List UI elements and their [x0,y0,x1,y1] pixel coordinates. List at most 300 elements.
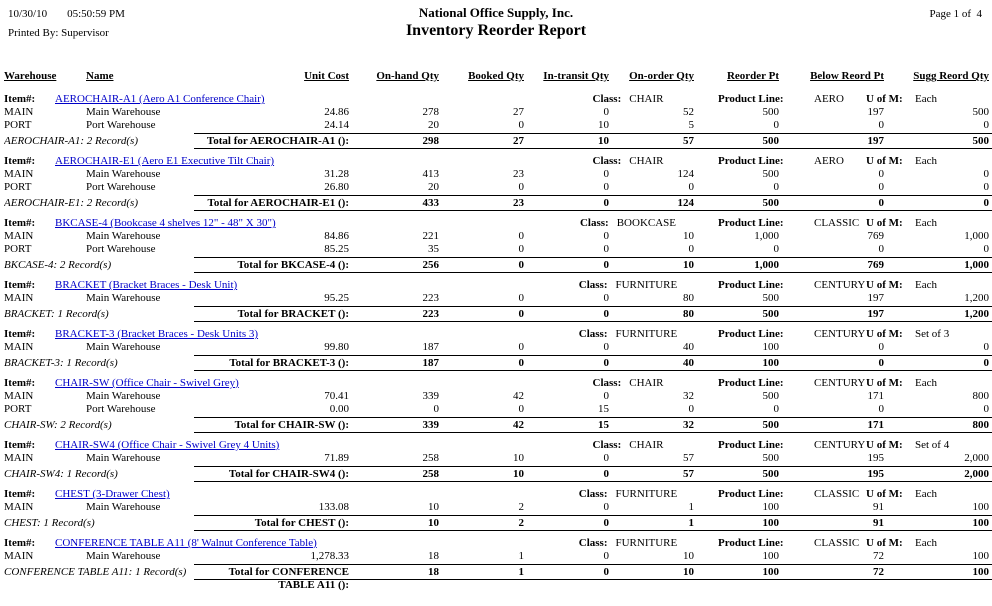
group-total-row [0,195,992,211]
item-link[interactable]: BRACKET (Bracket Braces - Desk Unit) [55,279,238,291]
total-value: 10 [428,517,439,529]
group-total-row [0,133,992,149]
class-field [548,488,708,501]
quantity-cell: 10 [598,119,609,131]
product-line-label: Product Line: [718,217,784,229]
total-value: 195 [867,468,884,480]
total-label: Total for AEROCHAIR-A1 (): [206,135,349,147]
unit-of-measure-label: U of M: [866,217,903,229]
quantity-cell: 0.00 [329,403,349,415]
total-value: 0 [603,259,609,271]
warehouse-code: MAIN [4,230,34,242]
quantity-cell: 85.25 [324,243,349,255]
item-number-label: Item#: [4,93,36,105]
item-header-row [0,537,992,550]
total-value: 10 [683,259,694,271]
total-value: 500 [972,135,989,147]
quantity-cell: 0 [603,341,609,353]
class-value: BOOKCASE [616,217,677,229]
total-value: 10 [683,566,694,578]
total-box [194,466,992,482]
total-value: 1 [518,566,524,578]
unit-of-measure-value: Each [915,155,937,167]
item-number-label: Item#: [4,537,36,549]
unit-of-measure-value: Each [915,377,937,389]
unit-of-measure-label: U of M: [866,537,903,549]
total-label: Total for CHEST (): [254,517,349,529]
total-value: 0 [878,197,884,209]
quantity-cell: 278 [422,106,439,118]
total-value: 171 [867,419,884,431]
column-header-name: Name [86,70,114,82]
warehouse-name: Main Warehouse [86,106,161,118]
column-header-in-transit-qty: In-transit Qty [543,70,609,82]
unit-of-measure-label: U of M: [866,439,903,451]
warehouse-name: Main Warehouse [86,341,161,353]
item-group [0,217,992,273]
total-value: 1,200 [964,308,989,320]
item-number-label: Item#: [4,217,36,229]
total-value: 10 [598,135,609,147]
item-link[interactable]: BRACKET-3 (Bracket Braces - Desk Units 3) [55,328,259,340]
total-value: 197 [867,308,884,320]
column-header-on-hand-qty: On-hand Qty [376,70,439,82]
item-number-label: Item#: [4,488,36,500]
total-value: 100 [762,566,779,578]
total-value: 23 [513,197,524,209]
class-field [548,537,708,550]
quantity-cell: 0 [603,181,609,193]
quantity-cell: 95.25 [324,292,349,304]
class-label: Class: [592,155,622,167]
warehouse-row [0,403,992,416]
total-value: 0 [518,308,524,320]
total-grid [194,418,992,432]
quantity-cell: 0 [603,243,609,255]
quantity-cell: 100 [762,341,779,353]
quantity-cell: 223 [422,292,439,304]
quantity-cell: 413 [422,168,439,180]
quantity-cell: 0 [603,452,609,464]
quantity-cell: 0 [603,390,609,402]
warehouse-row [0,181,992,194]
unit-of-measure-label: U of M: [866,155,903,167]
product-line-value: CLASSIC [814,217,860,229]
record-count: CHAIR-SW4: 1 Record(s) [4,468,118,480]
item-header-row [0,488,992,501]
total-box [194,195,992,211]
quantity-cell: 20 [428,181,439,193]
total-value: 223 [422,308,439,320]
quantity-cell: 10 [683,230,694,242]
group-total-row [0,466,992,482]
record-count: AEROCHAIR-A1: 2 Record(s) [4,135,138,147]
total-box [194,133,992,149]
quantity-cell: 1,000 [964,230,989,242]
total-value: 500 [762,468,779,480]
header-center [0,6,992,37]
quantity-cell: 71.89 [324,452,349,464]
warehouse-name: Port Warehouse [86,181,156,193]
total-label: Total for AEROCHAIR-E1 (): [207,197,349,209]
total-box [194,417,992,433]
total-value: 42 [513,419,524,431]
warehouse-code: MAIN [4,550,34,562]
quantity-cell: 10 [513,452,524,464]
item-link[interactable]: CHAIR-SW4 (Office Chair - Swivel Grey 4 Units) [55,439,280,451]
unit-of-measure-value: Set of 4 [915,439,950,451]
product-line-value: CENTURY [814,279,866,291]
class-label: Class: [578,537,608,549]
record-count: BKCASE-4: 2 Record(s) [4,259,112,271]
quantity-cell: 197 [867,292,884,304]
warehouse-name: Main Warehouse [86,230,161,242]
item-header-row [0,155,992,168]
item-link[interactable]: CHAIR-SW (Office Chair - Swivel Grey) [55,377,239,389]
item-link[interactable]: BKCASE-4 (Bookcase 4 shelves 12" - 48" X 30") [55,217,276,229]
item-number-label: Item#: [4,377,36,389]
quantity-cell: 26.80 [324,181,349,193]
report-title: Inventory Reorder Report [405,22,587,39]
total-value: 40 [683,357,694,369]
total-label: Total for CHAIR-SW4 (): [228,468,349,480]
quantity-cell: 221 [422,230,439,242]
total-grid [194,516,992,530]
quantity-cell: 23 [513,168,524,180]
quantity-cell: 20 [428,119,439,131]
warehouse-name: Port Warehouse [86,243,156,255]
quantity-cell: 1,200 [964,292,989,304]
print-date: 10/30/10 [8,8,48,20]
product-line-label: Product Line: [718,93,784,105]
total-value: 32 [683,419,694,431]
quantity-cell: 258 [422,452,439,464]
total-grid [194,134,992,148]
warehouse-row [0,390,992,403]
column-header-booked-qty: Booked Qty [468,70,524,82]
class-value: FURNITURE [615,328,678,340]
group-total-row [0,515,992,531]
unit-of-measure-label: U of M: [866,377,903,389]
class-field [548,279,708,292]
quantity-cell: 0 [518,181,524,193]
total-value: 500 [762,197,779,209]
total-label: Total for BKCASE-4 (): [237,259,349,271]
warehouse-row [0,243,992,256]
quantity-cell: 0 [878,403,884,415]
class-value: CHAIR [629,377,664,389]
total-value: 100 [972,566,989,578]
quantity-cell: 57 [683,452,694,464]
warehouse-code: MAIN [4,106,34,118]
item-number-label: Item#: [4,279,36,291]
total-label: Total for BRACKET (): [237,308,349,320]
total-value: 0 [603,517,609,529]
quantity-cell: 99.80 [324,341,349,353]
warehouse-name: Main Warehouse [86,452,161,464]
print-datetime [8,8,125,21]
quantity-cell: 0 [688,181,694,193]
total-value: 1 [688,517,694,529]
column-header-warehouse: Warehouse [4,70,57,82]
unit-of-measure-value: Each [915,217,937,229]
warehouse-row [0,452,992,465]
record-count: BRACKET: 1 Record(s) [4,308,109,320]
total-value: 91 [873,517,884,529]
quantity-cell: 0 [878,243,884,255]
total-value: 298 [422,135,439,147]
total-value: 57 [683,468,694,480]
product-line-value: AERO [814,155,844,167]
warehouse-row [0,119,992,132]
warehouse-code: MAIN [4,168,34,180]
column-header-sugg-reord-qty: Sugg Reord Qty [913,70,989,82]
quantity-cell: 769 [867,230,884,242]
item-number-label: Item#: [4,439,36,451]
quantity-cell: 70.41 [324,390,349,402]
warehouse-row [0,168,992,181]
record-count: BRACKET-3: 1 Record(s) [4,357,118,369]
item-link[interactable]: CONFERENCE TABLE A11 (8' Walnut Conference Table) [55,537,317,549]
item-link[interactable]: CHEST (3-Drawer Chest) [55,488,170,500]
total-box [194,257,992,273]
quantity-cell: 339 [422,390,439,402]
quantity-cell: 80 [683,292,694,304]
quantity-cell: 0 [983,119,989,131]
quantity-cell: 0 [983,168,989,180]
quantity-cell: 0 [773,403,779,415]
item-group [0,537,992,593]
quantity-cell: 500 [762,106,779,118]
total-box [194,564,992,593]
total-label: Total for CONFERENCE TABLE A11 (): [228,566,349,591]
total-value: 0 [518,357,524,369]
record-count: CHEST: 1 Record(s) [4,517,95,529]
group-total-row [0,417,992,433]
quantity-cell: 124 [677,168,694,180]
total-value: 2,000 [964,468,989,480]
total-value: 0 [983,197,989,209]
quantity-cell: 27 [513,106,524,118]
product-line-value: CENTURY [814,328,866,340]
unit-of-measure-label: U of M: [866,488,903,500]
class-label: Class: [578,279,608,291]
total-label: Total for CHAIR-SW (): [234,419,349,431]
product-line-label: Product Line: [718,377,784,389]
product-line-value: CLASSIC [814,537,860,549]
total-value: 800 [972,419,989,431]
total-grid [194,565,992,592]
quantity-cell: 0 [773,243,779,255]
total-value: 27 [513,135,524,147]
total-value: 15 [598,419,609,431]
unit-of-measure-value: Each [915,488,937,500]
total-grid [194,307,992,321]
quantity-cell: 100 [972,550,989,562]
quantity-cell: 100 [762,501,779,513]
column-header-reorder-pt: Reorder Pt [726,70,779,82]
quantity-cell: 500 [762,390,779,402]
total-value: 2 [518,517,524,529]
warehouse-code: PORT [4,119,32,131]
class-value: CHAIR [629,93,664,105]
total-value: 0 [603,468,609,480]
quantity-cell: 500 [972,106,989,118]
total-value: 0 [603,566,609,578]
quantity-cell: 0 [878,168,884,180]
class-label: Class: [592,93,622,105]
quantity-cell: 0 [603,230,609,242]
quantity-cell: 0 [518,243,524,255]
quantity-cell: 0 [518,230,524,242]
class-field [548,155,708,168]
total-value: 10 [513,468,524,480]
printed-by: Printed By: Supervisor [8,27,109,39]
total-value: 80 [683,308,694,320]
item-group [0,439,992,482]
item-header-row [0,328,992,341]
class-value: FURNITURE [615,537,678,549]
quantity-cell: 1 [688,501,694,513]
total-value: 0 [878,357,884,369]
quantity-cell: 171 [867,390,884,402]
record-count: CHAIR-SW: 2 Record(s) [4,419,112,431]
item-link[interactable]: AEROCHAIR-A1 (Aero A1 Conference Chair) [55,93,265,105]
quantity-cell: 0 [518,119,524,131]
quantity-cell: 0 [518,292,524,304]
quantity-cell: 24.86 [324,106,349,118]
item-link[interactable]: AEROCHAIR-E1 (Aero E1 Executive Tilt Chair) [55,155,275,167]
class-field [548,377,708,390]
warehouse-code: PORT [4,403,32,415]
product-line-value: CENTURY [814,439,866,451]
unit-of-measure-label: U of M: [866,328,903,340]
warehouse-code: MAIN [4,292,34,304]
total-value: 197 [867,135,884,147]
total-value: 0 [603,357,609,369]
quantity-cell: 500 [762,292,779,304]
column-header-below-reord-pt: Below Reord Pt [810,70,884,82]
total-value: 0 [518,259,524,271]
quantity-cell: 10 [428,501,439,513]
product-line-value: AERO [814,93,844,105]
product-line-value: CENTURY [814,377,866,389]
class-value: CHAIR [629,439,664,451]
warehouse-code: PORT [4,243,32,255]
quantity-cell: 2,000 [964,452,989,464]
total-box [194,355,992,371]
unit-of-measure-value: Each [915,279,937,291]
warehouse-code: MAIN [4,452,34,464]
report-body [0,93,992,593]
product-line-label: Product Line: [718,279,784,291]
class-label: Class: [592,439,622,451]
quantity-cell: 1,278.33 [310,550,349,562]
quantity-cell: 0 [603,292,609,304]
column-header-unit-cost: Unit Cost [304,70,349,82]
quantity-cell: 31.28 [324,168,349,180]
class-field [548,328,708,341]
class-value: FURNITURE [615,488,678,500]
total-grid [194,356,992,370]
quantity-cell: 0 [688,403,694,415]
total-value: 258 [422,468,439,480]
item-group [0,488,992,531]
quantity-cell: 133.08 [318,501,349,513]
class-label: Class: [579,217,609,229]
report-header [0,0,992,70]
total-value: 100 [972,517,989,529]
group-total-row [0,306,992,322]
warehouse-name: Port Warehouse [86,119,156,131]
class-label: Class: [578,328,608,340]
warehouse-row [0,230,992,243]
quantity-cell: 15 [598,403,609,415]
print-time: 05:50:59 PM [67,8,125,20]
unit-of-measure-label: U of M: [866,279,903,291]
record-count: CONFERENCE TABLE A11: 1 Record(s) [4,566,187,578]
total-value: 124 [677,197,694,209]
item-number-label: Item#: [4,328,36,340]
total-value: 1,000 [964,259,989,271]
total-value: 256 [422,259,439,271]
class-field [548,93,708,106]
warehouse-name: Main Warehouse [86,168,161,180]
unit-of-measure-label: U of M: [866,93,903,105]
quantity-cell: 1,000 [754,230,779,242]
total-value: 0 [603,308,609,320]
product-line-label: Product Line: [718,155,784,167]
item-group [0,328,992,371]
warehouse-code: MAIN [4,390,34,402]
total-label: Total for BRACKET-3 (): [229,357,349,369]
total-value: 500 [762,308,779,320]
total-value: 1,000 [754,259,779,271]
warehouse-name: Main Warehouse [86,390,161,402]
total-value: 57 [683,135,694,147]
warehouse-code: PORT [4,181,32,193]
class-label: Class: [578,488,608,500]
quantity-cell: 52 [683,106,694,118]
total-value: 72 [873,566,884,578]
total-value: 18 [428,566,439,578]
warehouse-row [0,550,992,563]
total-box [194,306,992,322]
class-field [548,439,708,452]
quantity-cell: 100 [762,550,779,562]
company-name: National Office Supply, Inc. [418,5,574,20]
warehouse-code: MAIN [4,341,34,353]
warehouse-name: Main Warehouse [86,550,161,562]
warehouse-code: MAIN [4,501,34,513]
item-header-row [0,279,992,292]
quantity-cell: 197 [867,106,884,118]
quantity-cell: 0 [603,550,609,562]
total-value: 339 [422,419,439,431]
unit-of-measure-value: Set of 3 [915,328,950,340]
group-total-row [0,257,992,273]
class-value: FURNITURE [615,279,678,291]
item-group [0,279,992,322]
quantity-cell: 40 [683,341,694,353]
quantity-cell: 0 [983,181,989,193]
total-value: 0 [983,357,989,369]
total-value: 500 [762,419,779,431]
total-value: 500 [762,135,779,147]
quantity-cell: 0 [878,341,884,353]
unit-of-measure-value: Each [915,93,937,105]
quantity-cell: 10 [683,550,694,562]
